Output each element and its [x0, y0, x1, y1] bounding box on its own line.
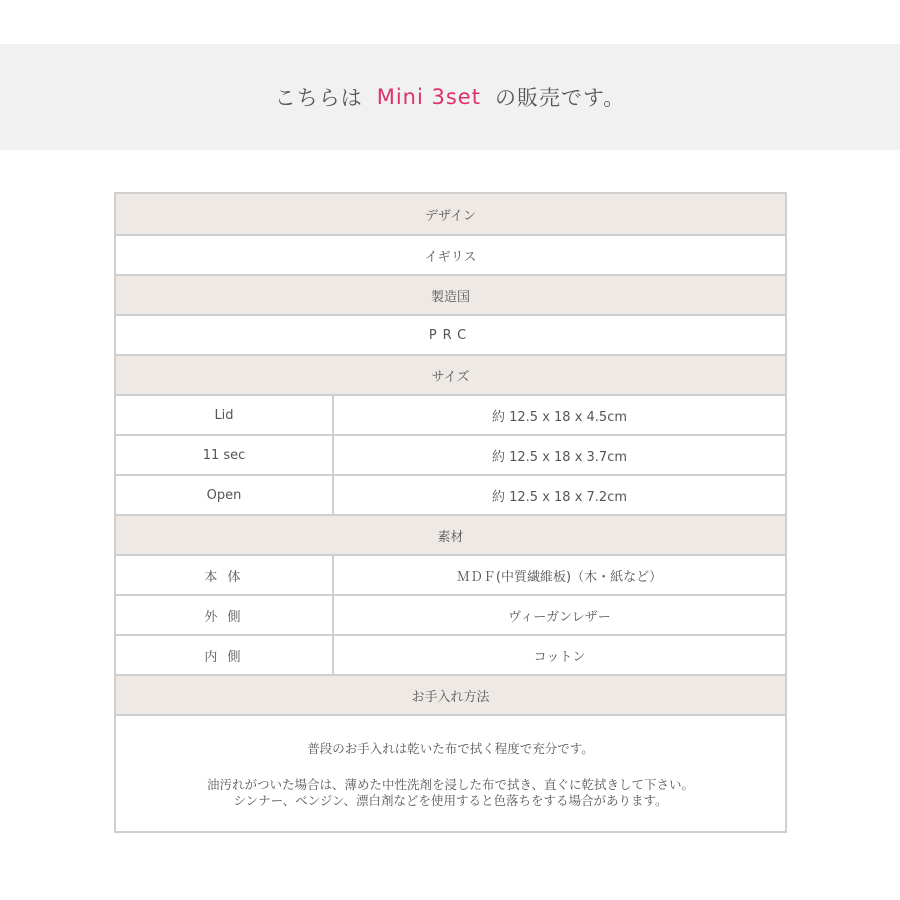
material-value: ＭＤＦ(中質繊維板)（木・紙など）	[456, 569, 663, 585]
care-line-1: 普段のお手入れは乾いた布で拭く程度で充分です。	[307, 741, 594, 756]
origin-header	[116, 274, 785, 314]
banner-prefix: こちらは	[274, 86, 363, 110]
size-header	[116, 354, 785, 394]
material-key: 外 側	[116, 596, 334, 634]
size-value: 約 12.5 x 18 x 3.7cm	[491, 449, 628, 465]
material-row-outer	[116, 594, 785, 634]
material-row-inner	[116, 634, 785, 674]
origin-label: 製造国	[430, 289, 470, 305]
size-value: 約 12.5 x 18 x 4.5cm	[491, 409, 628, 425]
product-name: Mini 3set	[376, 85, 481, 109]
design-value: イギリス	[424, 249, 477, 265]
design-label: デザイン	[424, 208, 477, 224]
banner-suffix: の販売です。	[494, 86, 626, 110]
origin-row	[116, 314, 785, 354]
design-header	[116, 194, 785, 234]
design-row	[116, 234, 785, 274]
material-value: ヴィーガンレザー	[508, 609, 611, 625]
care-header	[116, 674, 785, 714]
material-key: 内 側	[116, 636, 334, 674]
care-row	[116, 714, 785, 831]
origin-value: PRC	[428, 327, 473, 343]
material-row-body	[116, 554, 785, 594]
material-label: 素材	[437, 529, 464, 545]
care-line-2: 油汚れがついた場合は、薄めた中性洗剤を浸した布で拭き、直ぐに乾拭きして下さい。	[206, 777, 694, 792]
size-row-lid	[116, 394, 785, 434]
size-row-sec	[116, 434, 785, 474]
size-key: 11 sec	[116, 436, 334, 474]
size-key: Lid	[116, 396, 334, 434]
material-header	[116, 514, 785, 554]
care-line-3: シンナー、ベンジン、漂白剤などを使用すると色落ちをする場合があります。	[233, 793, 668, 808]
care-label: お手入れ方法	[411, 689, 490, 705]
material-key: 本 体	[116, 556, 334, 594]
spec-table	[114, 192, 787, 833]
size-label: サイズ	[431, 369, 470, 385]
material-value: コットン	[533, 649, 586, 665]
size-row-open	[116, 474, 785, 514]
size-value: 約 12.5 x 18 x 7.2cm	[491, 489, 628, 505]
intro-banner	[0, 44, 900, 150]
size-key: Open	[116, 476, 334, 514]
